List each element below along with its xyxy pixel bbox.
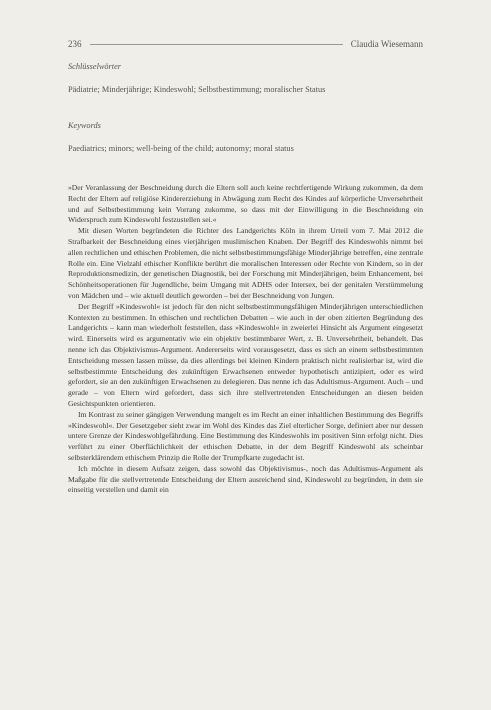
body-text	[68, 183, 423, 496]
keywords-de-section	[68, 62, 423, 95]
body-paragraph-4: Ich möchte in diesem Aufsatz zeigen, dass sowohl das Objektivismus-, noch das Adultismus-Argument als Maßgabe für die stellvertretende Entscheidung der Eltern ausreichend sind, Kindeswohl zu begründen, in dem sie einseitig verstellen und damit ein	[68, 463, 423, 495]
running-header	[68, 39, 423, 49]
keywords-en-text: Paediatrics; minors; well-being of the child; autonomy; moral status	[68, 143, 294, 153]
keywords-de-heading: Schlüsselwörter	[68, 62, 122, 71]
court-quote-paragraph: »Der Veranlassung der Beschneidung durch die Eltern soll auch keine rechtfertigende Wirkung zukommen, da dem Recht der Eltern auf religiöse Kindererziehung in Abwägung zum Recht des Kindes auf körperliche Unversehrtheit und auf Selbstbestimmung kein Vorrang zukomme, so dass mit der Einwilligung in die Beschneidung ein Widerspruch zum Kindeswohl festzustellen sei.«	[68, 183, 423, 225]
header-rule	[90, 44, 343, 45]
keywords-en-section	[68, 121, 423, 154]
body-paragraph-1: Mit diesen Worten begründeten die Richter des Landgerichts Köln in ihrem Urteil vom 7. Mai 2012 die Strafbarkeit der Beschneidung eines vierjährigen muslimischen Knaben. Der Begriff des Kindeswohls nimmt bei allen rechtlichen und ethischen Problemen, die nicht selbstbestimmungsfähige Minderjährige betreffen, eine zentrale Rolle ein. Eine Vielzahl ethischer Konflikte berührt die moralischen Interessen oder Rechte von Kindern, so in der Reproduktionsmedizin, der genetischen Diagnostik, bei der Forschung mit Minderjährigen, beim Enhancement, bei Schönheitsoperationen für Jugendliche, beim Umgang mit ADHS oder Intersex, bei der genitalen Verstümmelung von Mädchen und – wie aktuell deutlich geworden – bei der Beschneidung von Jungen.	[68, 226, 423, 300]
running-author: Claudia Wiesemann	[350, 39, 423, 49]
keywords-de-text: Pädiatrie; Minderjährige; Kindeswohl; Selbstbestimmung; moralischer Status	[68, 84, 326, 94]
page-number: 236	[68, 39, 82, 49]
body-paragraph-2: Der Begriff »Kindeswohl« ist jedoch für den nicht selbstbestimmungsfähigen Minderjährigen unterschiedlichen Kontexten zu bestimmen. In ethischen und rechtlichen Debatten – wie auch in der oben zitierten Begründung des Landgerichts – kann man wiederholt feststellen, dass »Kindeswohl« in zweierlei Hinsicht als Argument eingesetzt wird. Einerseits wird es argumentativ wie ein objektiv bestimmbarer Wert, z. B. Unversehrtheit, behandelt. Das nenne ich das Objektivismus-Argument. Andererseits wird vorausgesetzt, dass es sich an einem selbstbestimmten Entscheidung messen lassen müsse, da dies allerdings bei kleinen Kindern praktisch nicht realisierbar ist, wird die selbstbestimmte Entscheidung des zukünftigen Erwachsenen entweder hypothetisch antizipiert, oder es wird gefordert, sie an den zukünftigen Erwachsenen zu delegieren. Das nenne ich das Adultismus-Argument. Auch – und gerade – von Eltern wird gefordert, dass sich ihre stellvertretenden Entscheidungen an diesen beiden Gesichtspunkten orientieren.	[68, 301, 423, 408]
keywords-en-heading: Keywords	[68, 121, 101, 130]
body-paragraph-3: Im Kontrast zu seiner gängigen Verwendung mangelt es im Recht an einer inhaltlichen Bestimmung des Begriffs »Kindeswohl«. Der Gesetzgeber sieht zwar im Wohl des Kindes das Ziel elterlicher Sorge, definiert aber nur dessen untere Grenze der Kindeswohlgefährdung. Eine Bestimmung des Kindeswohls im positiven Sinn erfolgt nicht. Dies verführt zu einer Oberflächlichkeit der ethischen Debatte, in der dem Begriff Kindeswohl als scheinbar selbsterklärendem ethischem Prinzip die Rolle der Trumpfkarte zugedacht ist.	[68, 409, 423, 462]
